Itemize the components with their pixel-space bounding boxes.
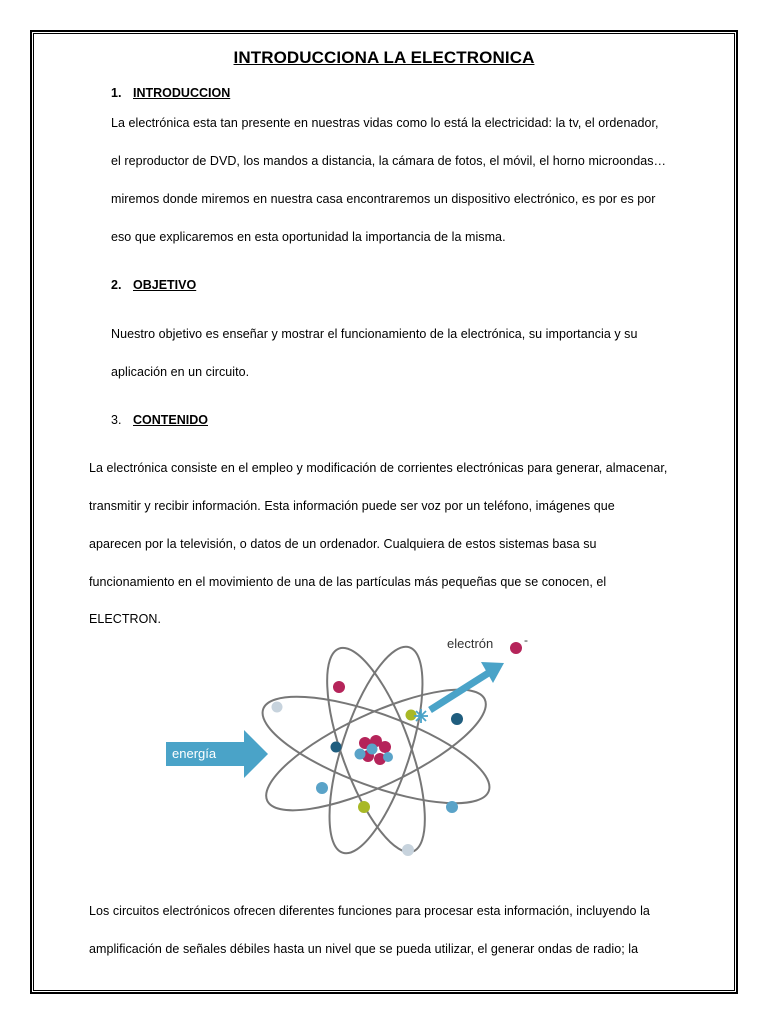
electron xyxy=(358,801,370,813)
section-heading-contenido xyxy=(111,413,208,427)
free-electron xyxy=(510,642,522,654)
section-heading-objetivo xyxy=(111,278,196,292)
section-number: 2. xyxy=(111,278,122,292)
electron-charge-label: - xyxy=(524,633,528,647)
intro-line: eso que explicaremos en esta oportunidad la importancia de la misma. xyxy=(111,230,506,244)
energy-label: energía xyxy=(172,746,217,761)
section-title: INTRODUCCION xyxy=(133,86,231,100)
contenido-line: ELECTRON. xyxy=(89,612,161,626)
section-title: OBJETIVO xyxy=(133,278,197,292)
contenido-line: transmitir y recibir información. Esta información puede ser voz por un teléfono, imágenes que xyxy=(89,499,615,513)
section-number: 3. xyxy=(111,413,122,427)
intro-line: miremos donde miremos en nuestra casa encontraremos un dispositivo electrónico, es por es por xyxy=(111,192,656,206)
emission-star-icon xyxy=(414,709,428,723)
electron xyxy=(331,742,342,753)
electron xyxy=(402,844,414,856)
contenido-line: funcionamiento en el movimiento de una de las partículas más pequeñas que se conocen, el xyxy=(89,575,607,589)
document-title: INTRODUCCIONA LA ELECTRONICA xyxy=(233,48,535,67)
contenido-line: aparecen por la televisión, o datos de un ordenador. Cualquiera de estos sistemas basa su xyxy=(89,537,597,551)
contenido-line: La electrónica consiste en el empleo y modificación de corrientes electrónicas para generar, almacenar, xyxy=(89,461,668,475)
closing-line: Los circuitos electrónicos ofrecen diferentes funciones para procesar esta información, incluyendo la xyxy=(89,904,650,918)
electron xyxy=(406,710,417,721)
electron-label: electrón xyxy=(447,636,494,651)
intro-line: La electrónica esta tan presente en nuestras vidas como lo está la electricidad: la tv, el ordenador, xyxy=(111,116,659,130)
electron xyxy=(272,702,283,713)
electron-arrow-icon xyxy=(430,662,504,710)
electron xyxy=(333,681,345,693)
nucleus xyxy=(355,735,394,765)
electron xyxy=(316,782,328,794)
electron xyxy=(446,801,458,813)
closing-line: amplificación de señales débiles hasta un nivel que se pueda utilizar, el generar ondas de radio; la xyxy=(89,942,639,956)
section-heading-introduccion xyxy=(111,86,230,100)
section-title: CONTENIDO xyxy=(133,413,208,427)
atom-illustration xyxy=(160,630,544,858)
objetivo-line: Nuestro objetivo es enseñar y mostrar el funcionamiento de la electrónica, su importancia y su xyxy=(111,327,638,341)
objetivo-line: aplicación en un circuito. xyxy=(111,365,250,379)
intro-line: el reproductor de DVD, los mandos a distancia, la cámara de fotos, el móvil, el horno microondas… xyxy=(111,154,667,168)
section-number: 1. xyxy=(111,86,122,100)
electron xyxy=(451,713,463,725)
